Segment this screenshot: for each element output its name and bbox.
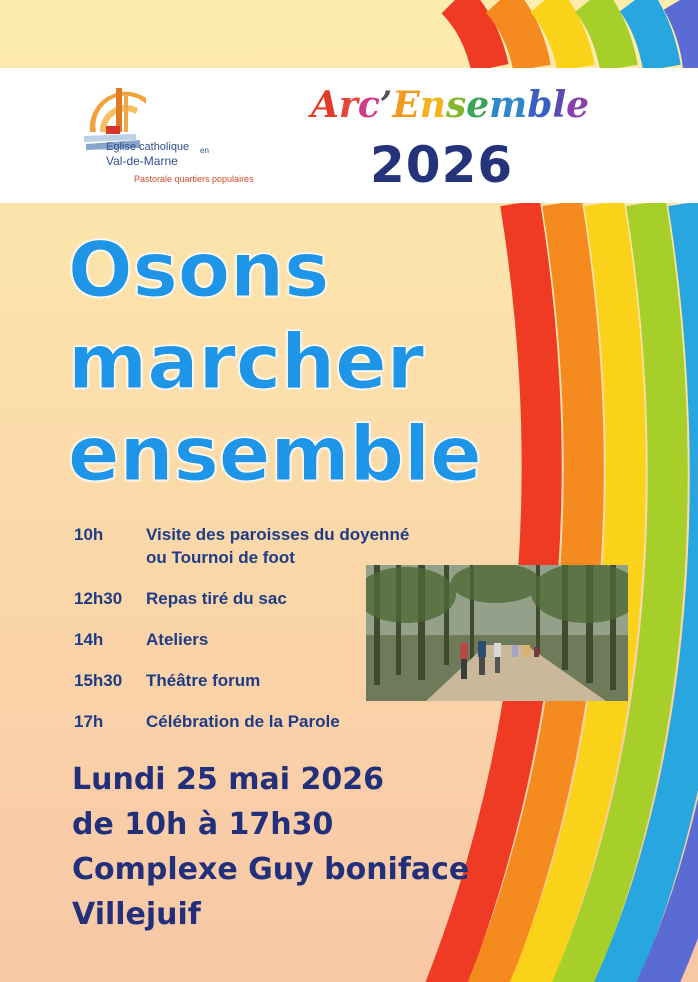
schedule-item	[74, 710, 504, 733]
schedule-desc	[146, 523, 504, 569]
logo-line2: Val-de-Marne	[106, 154, 178, 168]
schedule-time: 14h	[74, 630, 104, 649]
event-venue: Complexe Guy boniface	[72, 852, 470, 887]
brand-letter: s	[445, 84, 467, 126]
schedule-time: 10h	[74, 525, 104, 544]
main-title	[68, 224, 482, 500]
title-line3: ensemble	[68, 409, 482, 498]
schedule-item	[74, 523, 504, 569]
schedule-desc: Ateliers	[146, 630, 209, 649]
title-line2: marcher	[68, 317, 425, 406]
brand-letter: m	[489, 84, 528, 126]
logo-line1: Eglise catholique	[106, 141, 190, 153]
brand-letter: e	[566, 84, 590, 126]
brand-letter: b	[527, 84, 553, 126]
schedule-desc-line1: Visite des paroisses du doyenné	[146, 525, 410, 544]
brand-letter: l	[552, 84, 567, 126]
brand-letter: A	[310, 84, 339, 126]
title-line1: Osons	[68, 225, 330, 314]
brand-letter: E	[392, 84, 420, 126]
event-date: Lundi 25 mai 2026	[72, 762, 384, 797]
event-time: de 10h à 17h30	[72, 807, 334, 842]
event-details	[72, 757, 469, 937]
forest-walkers-photo	[366, 565, 628, 701]
brand-letter: c	[357, 84, 380, 126]
brand-letter: ’	[379, 84, 393, 126]
logo-line3: Pastorale quartiers populaires	[134, 174, 254, 184]
rainbow-top	[455, 0, 698, 68]
schedule-time: 17h	[74, 712, 104, 731]
schedule-time: 12h30	[74, 589, 123, 608]
schedule-desc: Repas tiré du sac	[146, 589, 287, 608]
logo-line1-small: en	[200, 146, 209, 155]
brand-letter: r	[338, 84, 358, 126]
schedule-desc-line2: ou Tournoi de foot	[146, 548, 295, 567]
brand-year: 2026	[370, 136, 514, 194]
brand-title	[300, 84, 600, 126]
schedule-desc: Célébration de la Parole	[146, 712, 340, 731]
schedule-desc: Théâtre forum	[146, 671, 261, 690]
brand-letter: e	[466, 84, 490, 126]
brand-letter: n	[419, 84, 446, 126]
event-city: Villejuif	[72, 897, 201, 932]
schedule-time: 15h30	[74, 671, 123, 690]
